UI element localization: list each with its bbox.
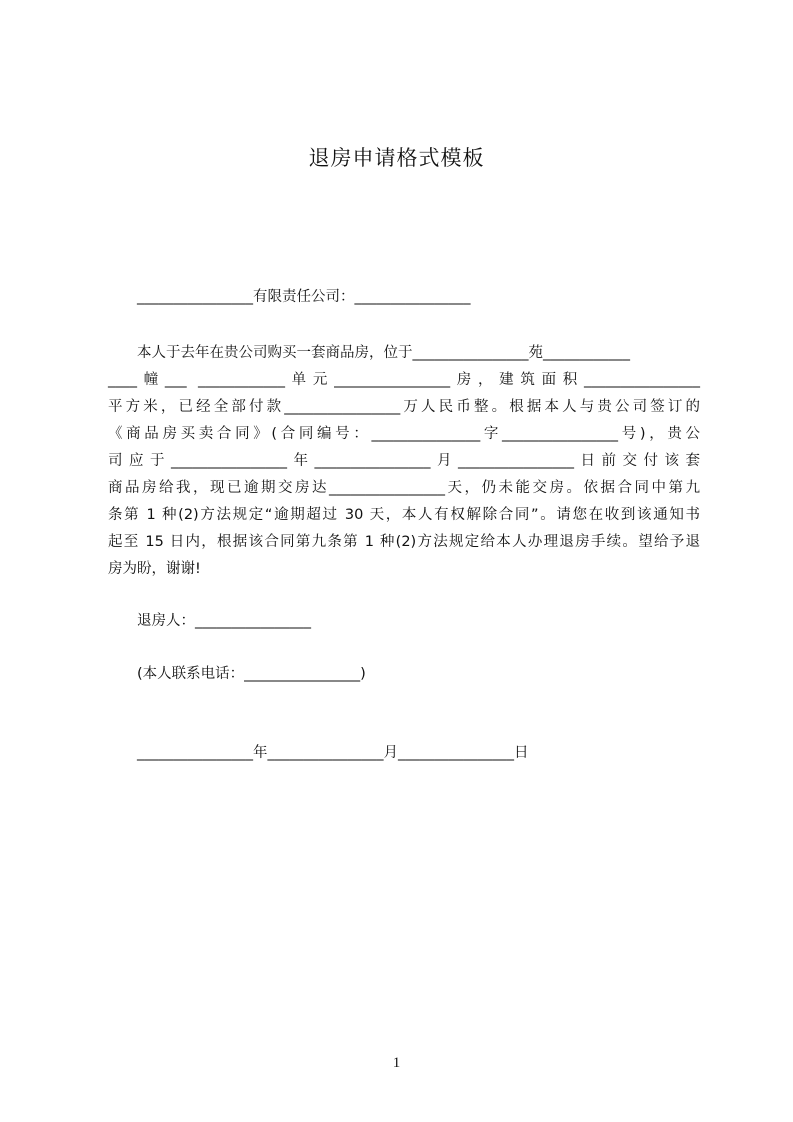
body-line-1: 本人于去年在贵公司购买一套商品房，位于________________苑____________ xyxy=(137,345,630,361)
body-line-8: 起至 15 日内，根据该合同第九条第 1 种(2)方法规定给本人办理退房手续。望给予退 xyxy=(108,534,700,550)
page-number: 1 xyxy=(392,1055,401,1071)
body-line-5: 司应于________________年________________月________________日前交付该套 xyxy=(108,453,700,469)
document-title: 退房申请格式模板 xyxy=(308,146,485,170)
body-line-9: 房为盼，谢谢! xyxy=(108,561,201,577)
body-line-3: 平方米，已经全部付款________________万人民币整。根据本人与贵公司签订的 xyxy=(108,399,700,415)
addressee-line: ________________有限责任公司：________________ xyxy=(137,289,471,305)
body-line-7: 条第 1 种(2)方法规定“逾期超过 30 天，本人有权解除合同”。请您在收到该通知书 xyxy=(108,507,700,523)
contact-line: (本人联系电话：________________) xyxy=(137,666,366,682)
body-line-4: 《商品房买卖合同》(合同编号：_______________字________________号)，贵公 xyxy=(108,426,700,442)
body-line-2: ____幢___ ____________单元________________房，建筑面积________________ xyxy=(108,372,700,388)
requester-line: 退房人：________________ xyxy=(137,613,311,629)
date-line: ________________年________________月________________日 xyxy=(137,745,529,761)
body-line-6: 商品房给我，现已逾期交房达________________天，仍未能交房。依据合同中第九 xyxy=(108,480,700,496)
